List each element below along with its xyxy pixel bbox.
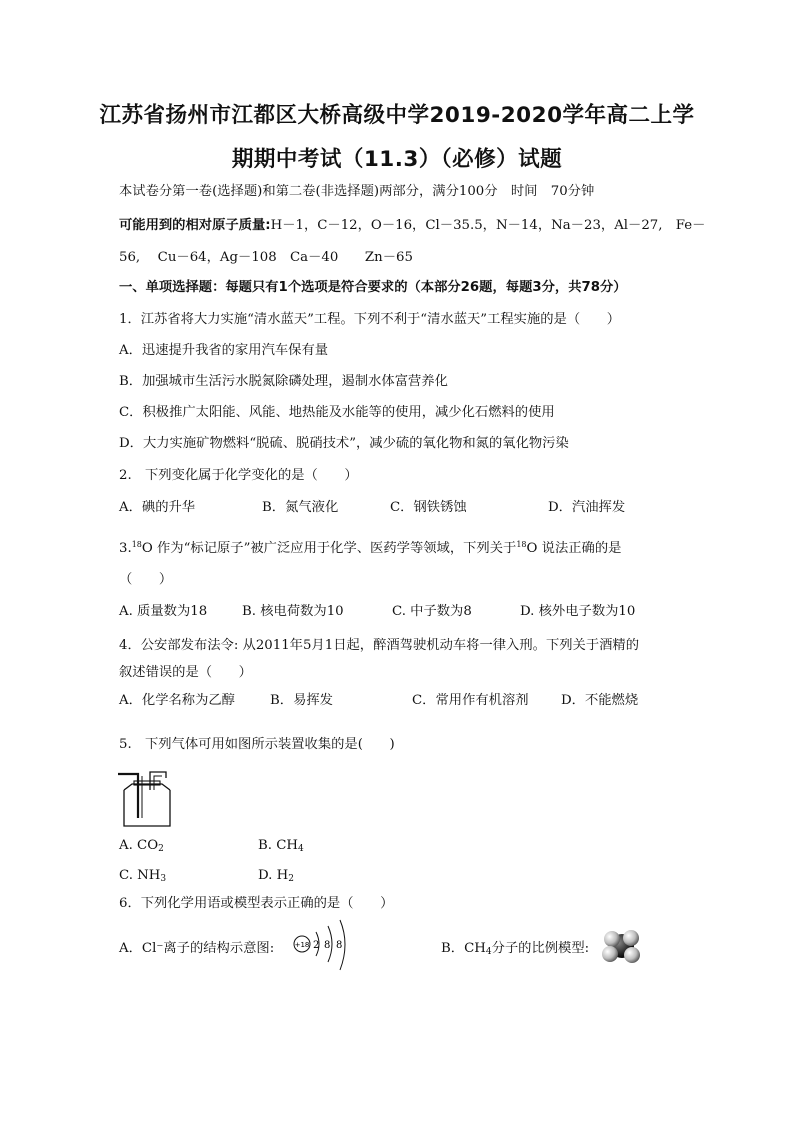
- q5-option-a-subscript: 2: [158, 844, 164, 854]
- q1-stem: 1．江苏省将大力实施“清水蓝天”工程。下列不利于“清水蓝天”工程实施的是（ ）: [119, 312, 621, 327]
- q2-option-a: A．碘的升华: [119, 500, 196, 515]
- q3-stem-text: O 作为“标记原子”被广泛应用于化学、医药学等领域，下列关于: [141, 541, 517, 556]
- shell-2-electrons: 8: [324, 940, 331, 951]
- q4-stem-1: 4．公安部发布法令: 从2011年5月1日起，醉酒驾驶机动车将一律入刑。下列关于酒精的: [119, 638, 640, 653]
- q4-option-d: D．不能燃烧: [561, 693, 639, 708]
- q3-option-c: C. 中子数为8: [392, 604, 472, 619]
- q5-option-b-subscript: 4: [298, 844, 304, 854]
- q5-option-d-text: D. H: [258, 868, 289, 883]
- title-line-1: 江苏省扬州市江都区大桥高级中学2019-2020学年高二上学: [99, 103, 695, 128]
- q4-stem-2: 叙述错误的是（ ）: [119, 665, 252, 680]
- q4-option-a: A．化学名称为乙醇: [119, 693, 235, 708]
- q5-stem: 5. 下列气体可用如图所示装置收集的是( ): [119, 737, 395, 752]
- q5-option-c-subscript: 3: [160, 874, 167, 884]
- section-heading: 一、单项选择题：每题只有1个选项是符合要求的（本部分26题，每题3分，共78分）: [119, 280, 627, 295]
- atomic-mass-values-1: H－1，C－12，O－16，Cl－35.5，N－14，Na－23，Al－27, Fe－: [270, 218, 706, 233]
- q1-option-a: A．迅速提升我省的家用汽车保有量: [119, 343, 329, 358]
- q1-option-b: B．加强城市生活污水脱氮除磷处理，遏制水体富营养化: [119, 374, 448, 389]
- q3-isotope-mass-2: 18: [516, 540, 527, 549]
- q6-option-b-subscript: 4: [485, 947, 492, 957]
- q5-option-a: [119, 838, 164, 854]
- chloride-ion-structure-diagram: [292, 918, 358, 974]
- methane-space-filling-model: [600, 926, 644, 966]
- shell-1-electrons: 2: [313, 940, 320, 951]
- q5-option-d-subscript: 2: [288, 874, 294, 884]
- q2-option-b: B．氮气液化: [262, 500, 339, 515]
- q5-option-a-text: A. CO: [119, 838, 159, 853]
- intro-text: 本试卷分第一卷(选择题)和第二卷(非选择题)两部分，满分100分 时间 70分钟: [119, 184, 595, 199]
- atomic-mass-label: 可能用到的相对原子质量:: [119, 218, 271, 233]
- gas-collection-bottle-figure: [118, 770, 178, 828]
- q3-option-b: B. 核电荷数为10: [242, 604, 344, 619]
- q6-option-a-label: A．Cl⁻离子的结构示意图:: [119, 941, 275, 956]
- atomic-mass-line-2: 56, Cu－64，Ag－108 Ca－40 Zn－65: [119, 250, 413, 265]
- q1-option-c: C．积极推广太阳能、风能、地热能及水能等的使用，减少化石燃料的使用: [119, 405, 555, 420]
- atomic-mass-line-1: [119, 214, 705, 233]
- q3-option-a: A. 质量数为18: [119, 604, 208, 619]
- nucleus-charge: +18: [294, 941, 310, 949]
- q2-option-d: D．汽油挥发: [548, 500, 626, 515]
- q4-option-c: C．常用作有机溶剂: [412, 693, 529, 708]
- q4-option-b: B．易挥发: [270, 693, 333, 708]
- q2-stem: 2. 下列变化属于化学变化的是（ ）: [119, 468, 358, 483]
- q6-option-b-text-end: 分子的比例模型:: [491, 941, 590, 956]
- q5-option-b: [258, 838, 304, 854]
- q3-answer-paren: （ ）: [119, 572, 173, 587]
- q3-isotope-mass-1: 18: [131, 540, 142, 549]
- q2-option-c: C．钢铁锈蚀: [390, 500, 467, 515]
- q3-option-d: D. 核外电子数为10: [520, 604, 636, 619]
- q5-option-b-text: B. CH: [258, 838, 298, 853]
- q6-stem: 6．下列化学用语或模型表示正确的是（ ）: [119, 896, 394, 911]
- shell-3-electrons: 8: [336, 940, 343, 951]
- q6-option-b-label: [441, 937, 589, 957]
- q1-option-d: D．大力实施矿物燃料“脱硫、脱硝技术”，减少硫的氧化物和氮的氧化物污染: [119, 436, 569, 451]
- title-line-2: 期期中考试（11.3）（必修）试题: [231, 147, 563, 172]
- q6-option-b-text: B．CH: [441, 941, 486, 956]
- q5-option-c: [119, 868, 166, 884]
- q5-option-c-text: C. NH: [119, 868, 161, 883]
- q3-stem-end: O 说法正确的是: [526, 541, 622, 556]
- q5-option-d: [258, 868, 294, 884]
- q3-stem: [119, 537, 621, 556]
- q3-number: 3.: [119, 541, 132, 556]
